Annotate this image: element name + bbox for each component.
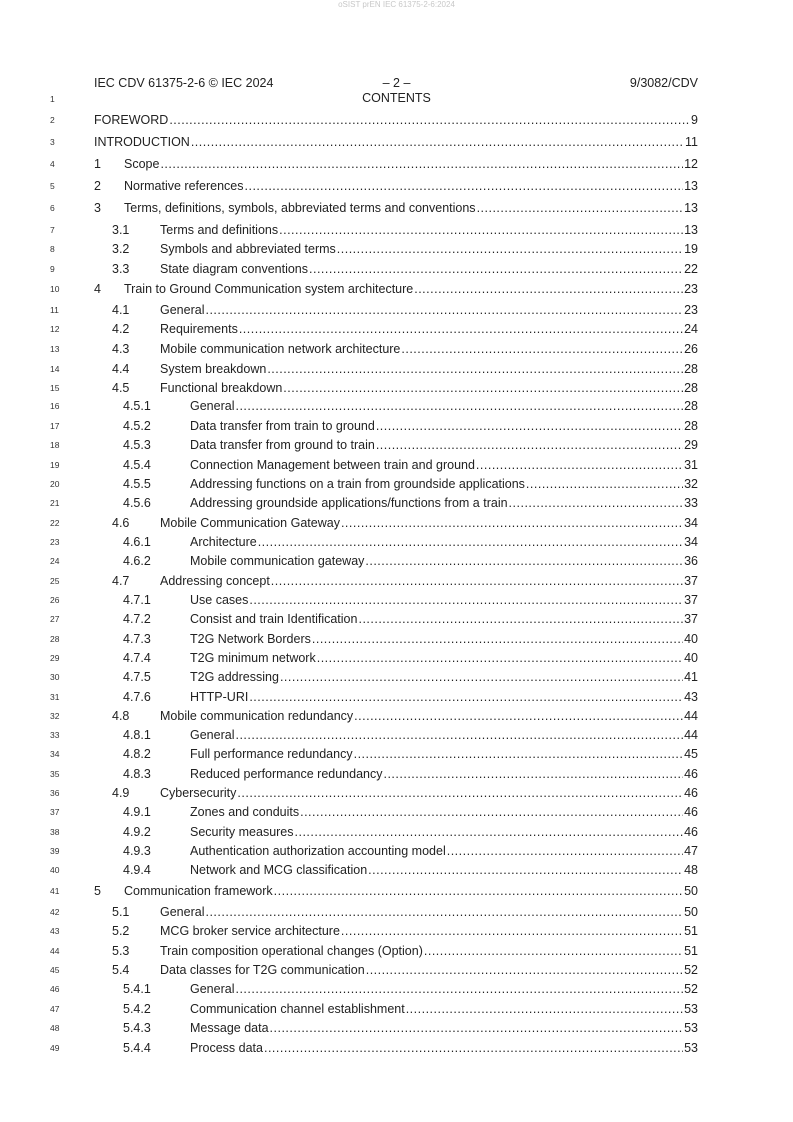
dot-leader (376, 437, 683, 453)
toc-title: Functional breakdown (160, 381, 283, 395)
toc-page-number: 40 (684, 632, 698, 646)
dot-leader (365, 553, 683, 569)
toc-section-number: 4.9.3 (123, 844, 151, 858)
toc-page-number: 9 (691, 113, 698, 127)
toc-title: Communication framework (124, 884, 273, 898)
toc-title: Addressing groundside applications/functions from a train (190, 496, 508, 510)
watermark: oSIST prEN IEC 61375-2-6:2024 (338, 0, 455, 9)
toc-entry[interactable] (94, 302, 698, 318)
dot-leader (283, 380, 683, 396)
toc-page-number: 51 (684, 924, 698, 938)
toc-entry[interactable] (94, 241, 698, 257)
toc-entry[interactable] (94, 178, 698, 194)
toc-page-number: 13 (684, 201, 698, 215)
toc-page-number: 31 (684, 458, 698, 472)
line-number: 21 (50, 498, 60, 508)
toc-entry[interactable] (94, 156, 698, 172)
page-title: CONTENTS (362, 91, 431, 105)
toc-title: Full performance redundancy (190, 747, 353, 761)
toc-title: Architecture (190, 535, 257, 549)
line-number: 30 (50, 672, 60, 682)
line-number: 32 (50, 711, 60, 721)
line-number: 18 (50, 440, 60, 450)
toc-page-number: 50 (684, 905, 698, 919)
toc-page-number: 33 (684, 496, 698, 510)
toc-entry[interactable] (94, 380, 698, 396)
toc-entry[interactable] (94, 804, 698, 820)
dot-leader (300, 804, 683, 820)
dot-leader (235, 981, 683, 997)
line-number: 24 (50, 556, 60, 566)
line-number: 6 (50, 203, 55, 213)
toc-page-number: 53 (684, 1002, 698, 1016)
toc-title: Consist and train Identification (190, 612, 358, 626)
toc-title: General (160, 303, 205, 317)
toc-page-number: 43 (684, 690, 698, 704)
toc-section-number: 4.7 (112, 574, 130, 588)
toc-title: Network and MCG classification (190, 863, 368, 877)
line-number: 47 (50, 1004, 60, 1014)
line-number: 46 (50, 984, 60, 994)
dot-leader (337, 241, 683, 257)
toc-page-number: 48 (684, 863, 698, 877)
toc-entry[interactable] (94, 883, 698, 899)
toc-section-number: 4.7.3 (123, 632, 151, 646)
toc-page-number: 53 (684, 1021, 698, 1035)
toc-page-number: 34 (684, 516, 698, 530)
toc-section-number: 4.9.1 (123, 805, 151, 819)
toc-section-number: 4.9.2 (123, 825, 151, 839)
line-number: 11 (50, 305, 59, 315)
toc-entry[interactable] (94, 398, 698, 414)
header-doc-ref: 9/3082/CDV (629, 76, 698, 90)
line-number: 41 (50, 886, 60, 896)
toc-title: Requirements (160, 322, 238, 336)
line-number: 8 (50, 244, 55, 254)
line-number: 15 (50, 383, 60, 393)
toc-page-number: 45 (684, 747, 698, 761)
dot-leader (239, 321, 683, 337)
toc-title: Data transfer from ground to train (190, 438, 375, 452)
toc-section-number: 4.8.1 (123, 728, 151, 742)
line-number: 38 (50, 827, 60, 837)
toc-entry[interactable] (94, 611, 698, 627)
toc-entry[interactable] (94, 476, 698, 492)
toc-page-number: 28 (684, 419, 698, 433)
header-left: IEC CDV 61375-2-6 © IEC 2024 (94, 76, 274, 90)
toc-page-number: 11 (685, 135, 698, 149)
line-number: 28 (50, 634, 60, 644)
toc-title: Authentication authorization accounting model (190, 844, 446, 858)
dot-leader (406, 1001, 683, 1017)
toc-page-number: 47 (684, 844, 698, 858)
dot-leader (271, 573, 683, 589)
line-number: 3 (50, 137, 55, 147)
toc-section-number: 5.4.2 (123, 1002, 151, 1016)
dot-leader (341, 515, 683, 531)
dot-leader (476, 457, 683, 473)
toc-section-number: 4.5.4 (123, 458, 151, 472)
toc-entry[interactable] (94, 943, 698, 959)
toc-title: HTTP-URI (190, 690, 249, 704)
toc-page-number: 13 (684, 179, 698, 193)
line-number: 1 (50, 94, 55, 104)
toc-section-number: 4.5.5 (123, 477, 151, 491)
dot-leader (383, 766, 683, 782)
toc-page-number: 13 (684, 223, 698, 237)
toc-section-number: 4.7.4 (123, 651, 151, 665)
toc-title: Normative references (124, 179, 244, 193)
toc-title: T2G minimum network (190, 651, 316, 665)
dot-leader (237, 785, 683, 801)
toc-entry[interactable] (94, 361, 698, 377)
toc-title: Process data (190, 1041, 263, 1055)
toc-section-number: 4.5 (112, 381, 130, 395)
toc-entry[interactable] (94, 727, 698, 743)
toc-page-number: 37 (684, 593, 698, 607)
toc-page-number: 28 (684, 399, 698, 413)
toc-section-number: 3.1 (112, 223, 130, 237)
toc-section-number: 4.1 (112, 303, 130, 317)
toc-page-number: 32 (684, 477, 698, 491)
toc-title: Security measures (190, 825, 294, 839)
dot-leader (280, 669, 683, 685)
toc-entry[interactable] (94, 437, 698, 453)
toc-page-number: 23 (684, 282, 698, 296)
dot-leader (341, 923, 683, 939)
dot-leader (376, 418, 683, 434)
toc-page-number: 19 (684, 242, 698, 256)
dot-leader (414, 281, 683, 297)
toc-entry[interactable] (94, 746, 698, 762)
toc-title: Use cases (190, 593, 249, 607)
toc-title: Reduced performance redundancy (190, 767, 383, 781)
toc-entry[interactable] (94, 1001, 698, 1017)
dot-leader (447, 843, 683, 859)
dot-leader (270, 1020, 684, 1036)
header-page-number: – 2 – (382, 76, 411, 90)
toc-title: Communication channel establishment (190, 1002, 405, 1016)
line-number: 39 (50, 846, 60, 856)
toc-page-number: 22 (684, 262, 698, 276)
dot-leader (249, 592, 683, 608)
line-number: 23 (50, 537, 60, 547)
line-number: 19 (50, 460, 60, 470)
dot-leader (312, 631, 683, 647)
line-number: 34 (50, 749, 60, 759)
toc-title: General (190, 982, 235, 996)
toc-title: Mobile communication gateway (190, 554, 365, 568)
dot-leader (169, 112, 690, 128)
toc-title: Symbols and abbreviated terms (160, 242, 336, 256)
toc-entry[interactable] (94, 689, 698, 705)
toc-entry[interactable] (94, 785, 698, 801)
toc-title: FOREWORD (94, 113, 169, 127)
toc-section-number: 4.5.3 (123, 438, 151, 452)
toc-section-number: 4.7.1 (123, 593, 151, 607)
toc-entry[interactable] (94, 592, 698, 608)
toc-section-number: 5.4.1 (123, 982, 151, 996)
toc-title: Connection Management between train and ground (190, 458, 475, 472)
toc-title: MCG broker service architecture (160, 924, 340, 938)
toc-page-number: 46 (684, 786, 698, 800)
toc-entry[interactable] (94, 650, 698, 666)
line-number: 36 (50, 788, 60, 798)
line-number: 5 (50, 181, 55, 191)
toc-title: Data transfer from train to ground (190, 419, 375, 433)
toc-title: Zones and conduits (190, 805, 300, 819)
line-number: 40 (50, 865, 60, 875)
dot-leader (358, 611, 683, 627)
toc-title: Terms and definitions (160, 223, 279, 237)
toc-entry[interactable] (94, 904, 698, 920)
line-number: 26 (50, 595, 60, 605)
toc-title: Mobile Communication Gateway (160, 516, 340, 530)
toc-page-number: 23 (684, 303, 698, 317)
toc-section-number: 4.6 (112, 516, 130, 530)
toc-page-number: 46 (684, 767, 698, 781)
line-number: 4 (50, 159, 55, 169)
toc-page-number: 51 (684, 944, 698, 958)
toc-title: System breakdown (160, 362, 267, 376)
toc-title: Scope (124, 157, 160, 171)
toc-page-number: 34 (684, 535, 698, 549)
line-number: 31 (50, 692, 60, 702)
toc-title: Data classes for T2G communication (160, 963, 365, 977)
toc-page-number: 50 (684, 884, 698, 898)
dot-leader (191, 134, 684, 150)
toc-entry[interactable] (94, 321, 698, 337)
toc-section-number: 5.1 (112, 905, 130, 919)
toc-title: Addressing functions on a train from groundside applications (190, 477, 525, 491)
toc-section-number: 4.7.6 (123, 690, 151, 704)
line-number: 2 (50, 115, 55, 125)
dot-leader (235, 398, 683, 414)
toc-page-number: 26 (684, 342, 698, 356)
toc-page-number: 37 (684, 612, 698, 626)
dot-leader (401, 341, 683, 357)
line-number: 14 (50, 364, 60, 374)
toc-entry[interactable] (94, 573, 698, 589)
toc-entry[interactable] (94, 862, 698, 878)
toc-title: Cybersecurity (160, 786, 237, 800)
line-number: 17 (50, 421, 60, 431)
line-number: 48 (50, 1023, 60, 1033)
toc-title: Mobile communication redundancy (160, 709, 354, 723)
dot-leader (205, 302, 683, 318)
toc-page-number: 52 (684, 982, 698, 996)
toc-entry[interactable] (94, 1020, 698, 1036)
toc-section-number: 5.2 (112, 924, 130, 938)
toc-section-number: 4.4 (112, 362, 130, 376)
toc-section-number: 4 (94, 282, 101, 296)
toc-section-number: 3 (94, 201, 101, 215)
dot-leader (264, 1040, 683, 1056)
dot-leader (477, 200, 684, 216)
toc-page-number: 28 (684, 362, 698, 376)
toc-entry[interactable] (94, 1040, 698, 1056)
toc-entry[interactable] (94, 112, 698, 128)
toc-entry[interactable] (94, 708, 698, 724)
dot-leader (279, 222, 683, 238)
toc-entry[interactable] (94, 261, 698, 277)
toc-entry[interactable] (94, 341, 698, 357)
dot-leader (424, 943, 683, 959)
toc-section-number: 4.2 (112, 322, 130, 336)
dot-leader (368, 862, 683, 878)
toc-section-number: 5.4.4 (123, 1041, 151, 1055)
toc-page-number: 52 (684, 963, 698, 977)
toc-page-number: 41 (684, 670, 698, 684)
toc-entry[interactable] (94, 766, 698, 782)
toc-section-number: 4.7.5 (123, 670, 151, 684)
dot-leader (245, 178, 684, 194)
toc-section-number: 4.3 (112, 342, 130, 356)
line-number: 44 (50, 946, 60, 956)
dot-leader (235, 727, 683, 743)
toc-title: Addressing concept (160, 574, 270, 588)
line-number: 25 (50, 576, 60, 586)
dot-leader (354, 708, 683, 724)
toc-page-number: 29 (684, 438, 698, 452)
toc-page-number: 28 (684, 381, 698, 395)
toc-entry[interactable] (94, 923, 698, 939)
toc-title: General (190, 728, 235, 742)
toc-page-number: 36 (684, 554, 698, 568)
toc-entry[interactable] (94, 981, 698, 997)
dot-leader (317, 650, 683, 666)
toc-entry[interactable] (94, 843, 698, 859)
toc-section-number: 3.3 (112, 262, 130, 276)
toc-section-number: 4.8.2 (123, 747, 151, 761)
toc-title: Mobile communication network architecture (160, 342, 401, 356)
dot-leader (354, 746, 684, 762)
toc-title: Terms, definitions, symbols, abbreviated terms and conventions (124, 201, 476, 215)
toc-page-number: 44 (684, 709, 698, 723)
toc-page-number: 24 (684, 322, 698, 336)
toc-section-number: 4.8 (112, 709, 130, 723)
toc-section-number: 5.4 (112, 963, 130, 977)
toc-title: Message data (190, 1021, 269, 1035)
line-number: 16 (50, 401, 60, 411)
line-number: 10 (50, 284, 60, 294)
toc-section-number: 4.9 (112, 786, 130, 800)
toc-entry[interactable] (94, 418, 698, 434)
toc-entry[interactable] (94, 553, 698, 569)
dot-leader (309, 261, 683, 277)
line-number: 43 (50, 926, 60, 936)
toc-section-number: 4.5.2 (123, 419, 151, 433)
toc-page-number: 46 (684, 805, 698, 819)
line-number: 7 (50, 225, 55, 235)
toc-section-number: 5.3 (112, 944, 130, 958)
toc-title: State diagram conventions (160, 262, 309, 276)
toc-entry[interactable] (94, 134, 698, 150)
toc-title: T2G Network Borders (190, 632, 311, 646)
toc-title: INTRODUCTION (94, 135, 190, 149)
toc-entry[interactable] (94, 631, 698, 647)
toc-page-number: 53 (684, 1041, 698, 1055)
dot-leader (366, 962, 683, 978)
toc-entry[interactable] (94, 457, 698, 473)
toc-section-number: 4.5.1 (123, 399, 151, 413)
toc-entry[interactable] (94, 281, 698, 297)
dot-leader (160, 156, 683, 172)
line-number: 22 (50, 518, 60, 528)
dot-leader (526, 476, 683, 492)
toc-page-number: 44 (684, 728, 698, 742)
dot-leader (258, 534, 683, 550)
toc-title: Train composition operational changes (Option) (160, 944, 423, 958)
line-number: 49 (50, 1043, 60, 1053)
toc-page-number: 12 (684, 157, 698, 171)
toc-entry[interactable] (94, 495, 698, 511)
line-number: 29 (50, 653, 60, 663)
line-number: 45 (50, 965, 60, 975)
toc-entry[interactable] (94, 824, 698, 840)
dot-leader (509, 495, 684, 511)
toc-section-number: 4.5.6 (123, 496, 151, 510)
dot-leader (274, 883, 683, 899)
toc-section-number: 3.2 (112, 242, 130, 256)
toc-section-number: 4.8.3 (123, 767, 151, 781)
line-number: 9 (50, 264, 55, 274)
toc-section-number: 5.4.3 (123, 1021, 151, 1035)
toc-entry[interactable] (94, 222, 698, 238)
toc-title: T2G addressing (190, 670, 279, 684)
line-number: 13 (50, 344, 60, 354)
toc-entry[interactable] (94, 515, 698, 531)
line-number: 37 (50, 807, 60, 817)
line-number: 42 (50, 907, 60, 917)
toc-entry[interactable] (94, 962, 698, 978)
line-number: 12 (50, 324, 60, 334)
toc-section-number: 4.6.1 (123, 535, 151, 549)
toc-section-number: 2 (94, 179, 101, 193)
dot-leader (295, 824, 684, 840)
toc-title: General (190, 399, 235, 413)
toc-title: Train to Ground Communication system architecture (124, 282, 414, 296)
dot-leader (267, 361, 683, 377)
dot-leader (249, 689, 683, 705)
toc-section-number: 4.6.2 (123, 554, 151, 568)
toc-entry[interactable] (94, 669, 698, 685)
toc-section-number: 4.7.2 (123, 612, 151, 626)
dot-leader (205, 904, 683, 920)
toc-page-number: 40 (684, 651, 698, 665)
line-number: 20 (50, 479, 60, 489)
line-number: 27 (50, 614, 60, 624)
toc-title: General (160, 905, 205, 919)
toc-entry[interactable] (94, 200, 698, 216)
line-number: 33 (50, 730, 60, 740)
toc-entry[interactable] (94, 534, 698, 550)
toc-section-number: 4.9.4 (123, 863, 151, 877)
toc-section-number: 1 (94, 157, 101, 171)
toc-page-number: 37 (684, 574, 698, 588)
line-number: 35 (50, 769, 60, 779)
toc-page-number: 46 (684, 825, 698, 839)
toc-section-number: 5 (94, 884, 101, 898)
